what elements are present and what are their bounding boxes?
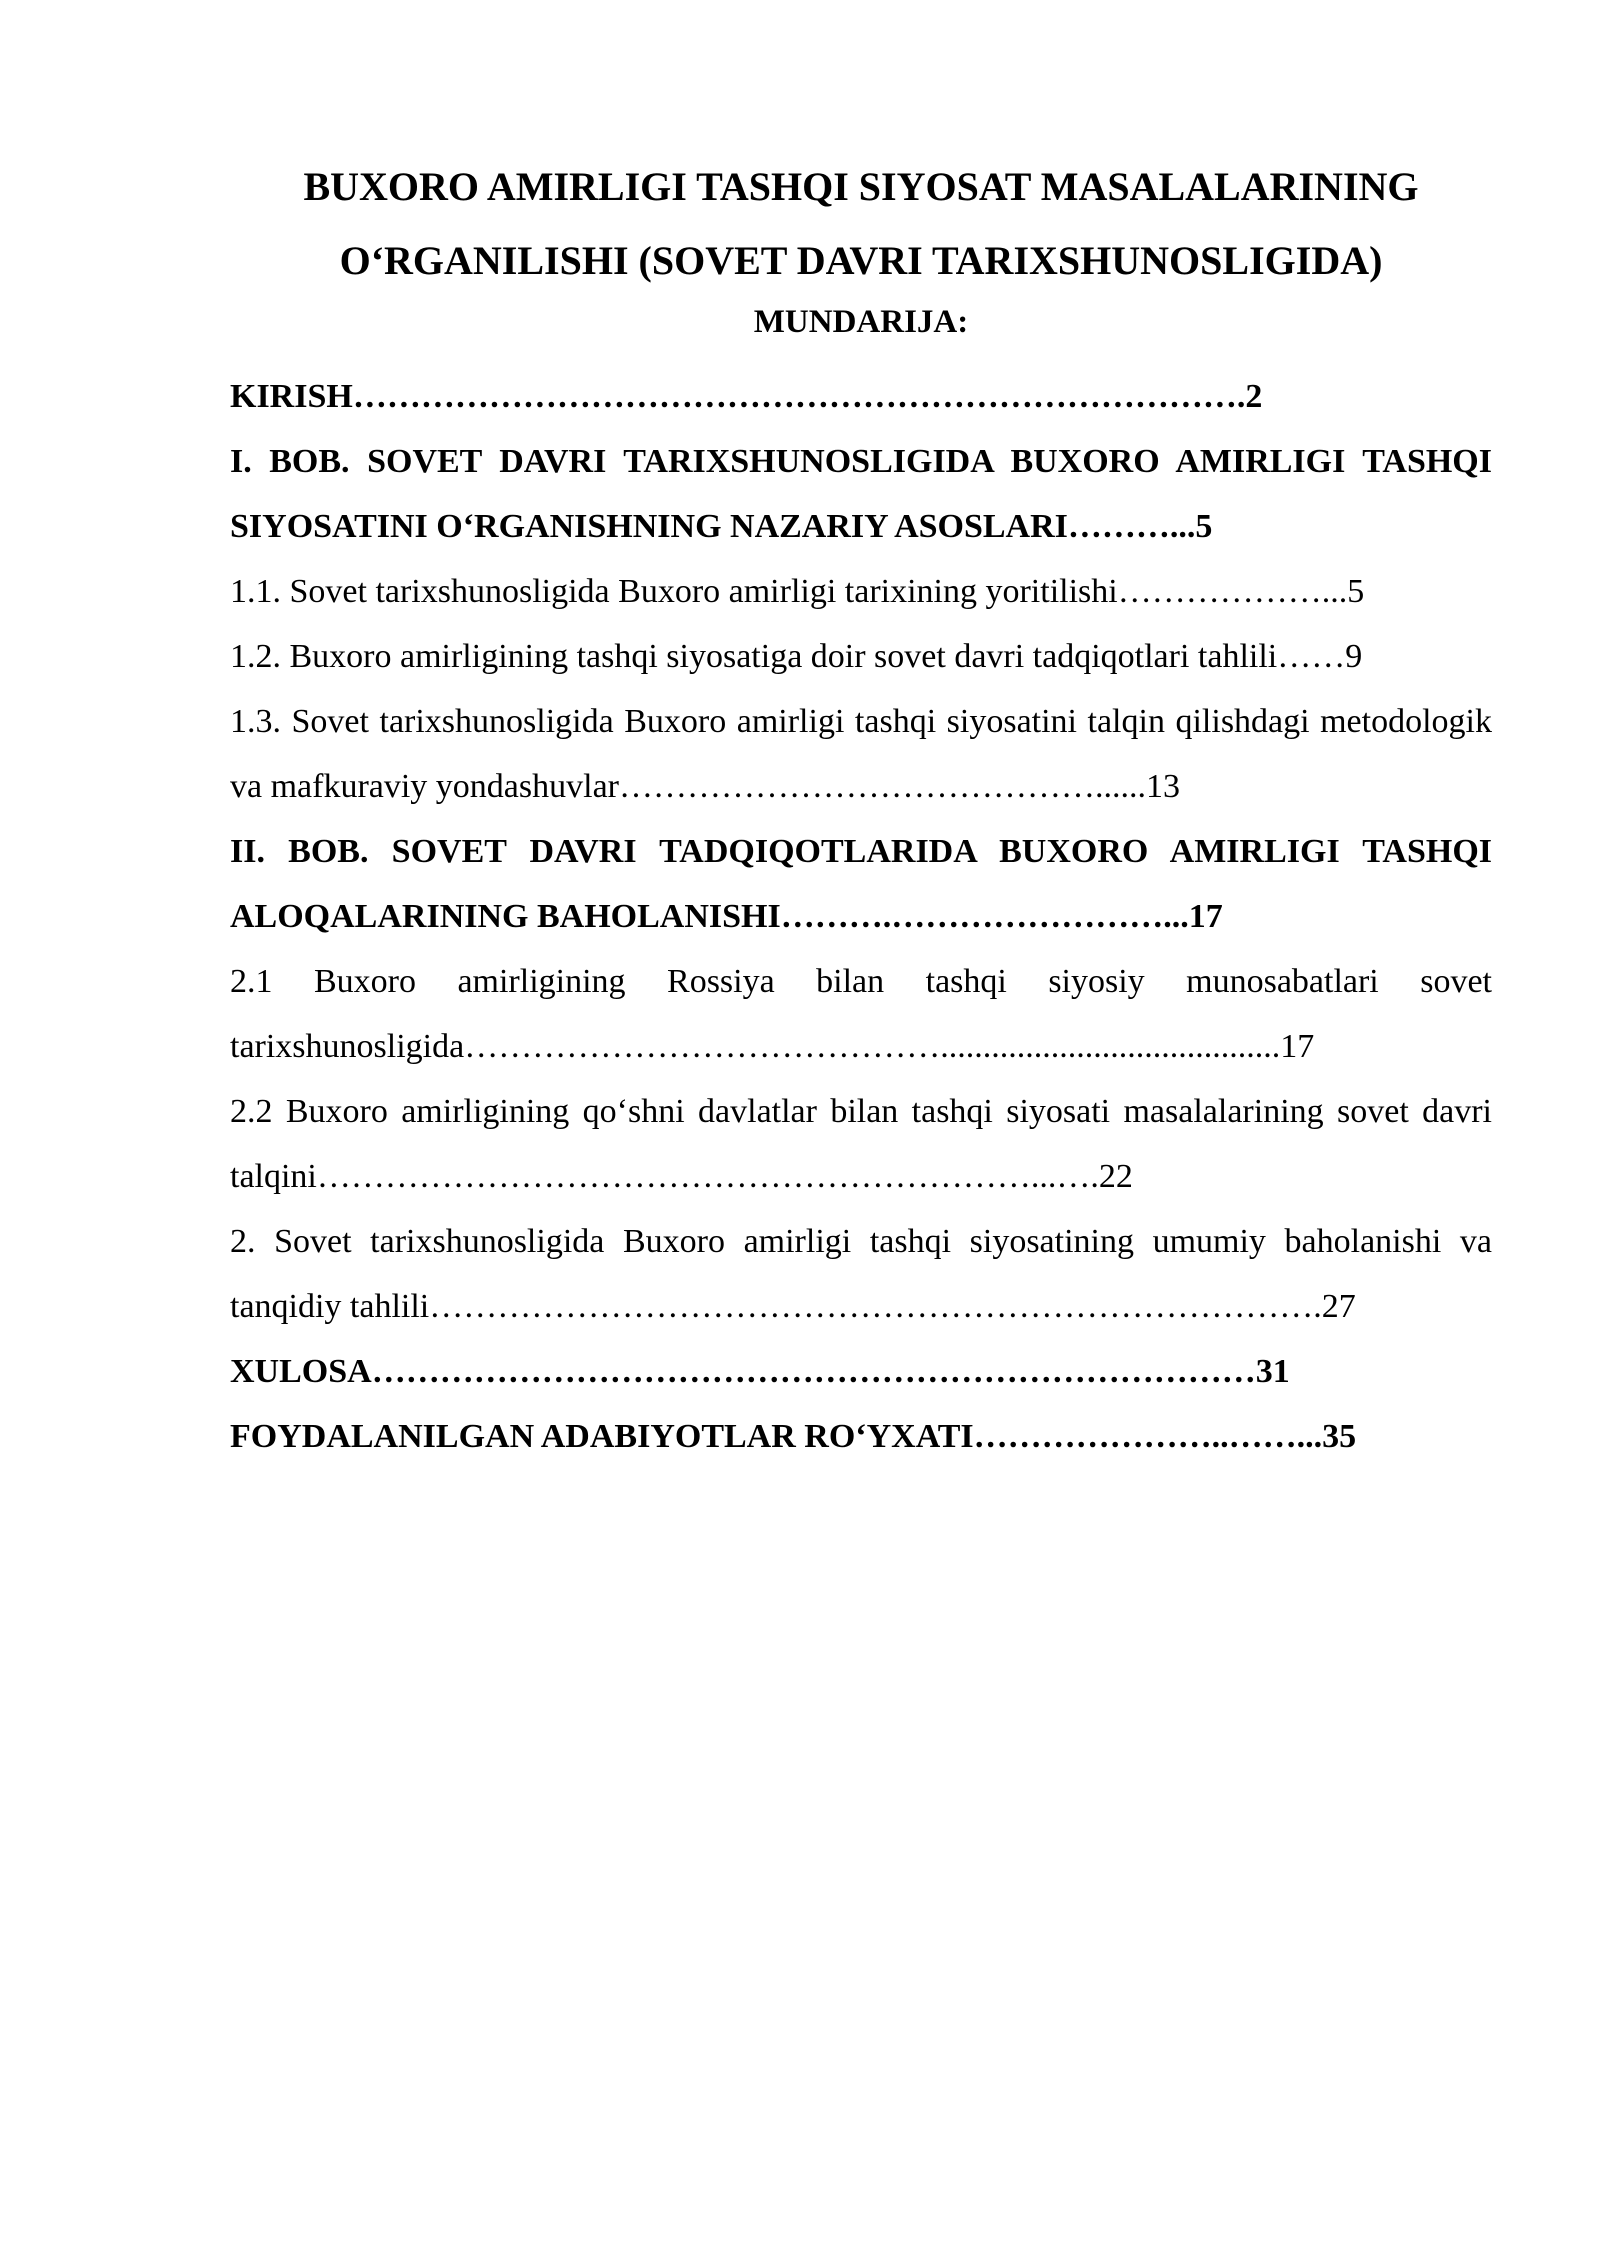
- toc-entry-introduction: KIRISH…………………………………………………………………….2: [230, 378, 1263, 415]
- toc-entry-section-2-2: 2.2 Buxoro amirligining qo‘shni davlatlar bilan tashqi siyosati masalalarining sovet davri talqini………………………………………………………...….22: [230, 1093, 1492, 1195]
- toc-entry-bibliography: FOYDALANILGAN ADABIYOTLAR RO‘YXATI…………………..……...35: [230, 1418, 1357, 1455]
- contents-heading: MUNDARIJA:: [753, 304, 969, 340]
- toc-entry-section-1-1: 1.1. Sovet tarixshunosligida Buxoro amirligi tarixining yoritilishi………………...5: [230, 573, 1365, 610]
- document-title-line-1: BUXORO AMIRLIGI TASHQI SIYOSAT MASALALARINING: [303, 164, 1419, 209]
- document-page: [230, 150, 1492, 1469]
- toc-entry-chapter-2: II. BOB. SOVET DAVRI TADQIQOTLARIDA BUXORO AMIRLIGI TASHQI ALOQALARINING BAHOLANISHI……….……………………...17: [230, 833, 1492, 935]
- document-title-line-2: O‘RGANILISHI (SOVET DAVRI TARIXSHUNOSLIGIDA): [339, 238, 1383, 283]
- toc-entry-chapter-1: I. BOB. SOVET DAVRI TARIXSHUNOSLIGIDA BUXORO AMIRLIGI TASHQI SIYOSATINI O‘RGANISHNING NAZARIY ASOSLARI………...5: [230, 443, 1492, 545]
- toc-entry-section-2-3: 2. Sovet tarixshunosligida Buxoro amirligi tashqi siyosatining umumiy baholanishi va tanqidiy tahlili…………………………………………………………………….27: [230, 1223, 1492, 1325]
- toc-entry-section-1-3: 1.3. Sovet tarixshunosligida Buxoro amirligi tashqi siyosatini talqin qilishdagi metodologik va mafkuraviy yondashuvlar……………………………………......13: [230, 703, 1492, 805]
- toc-entry-conclusion: XULOSA……………………………………………………………………31: [230, 1353, 1290, 1390]
- document-title: [230, 150, 1492, 298]
- toc-entry-section-2-1: 2.1 Buxoro amirligining Rossiya bilan tashqi siyosiy munosabatlari sovet tarixshunosligida……………………………………........................................17: [230, 963, 1492, 1065]
- table-of-contents: [230, 364, 1492, 1469]
- toc-entry-section-1-2: 1.2. Buxoro amirligining tashqi siyosatiga doir sovet davri tadqiqotlari tahlili……9: [230, 638, 1363, 675]
